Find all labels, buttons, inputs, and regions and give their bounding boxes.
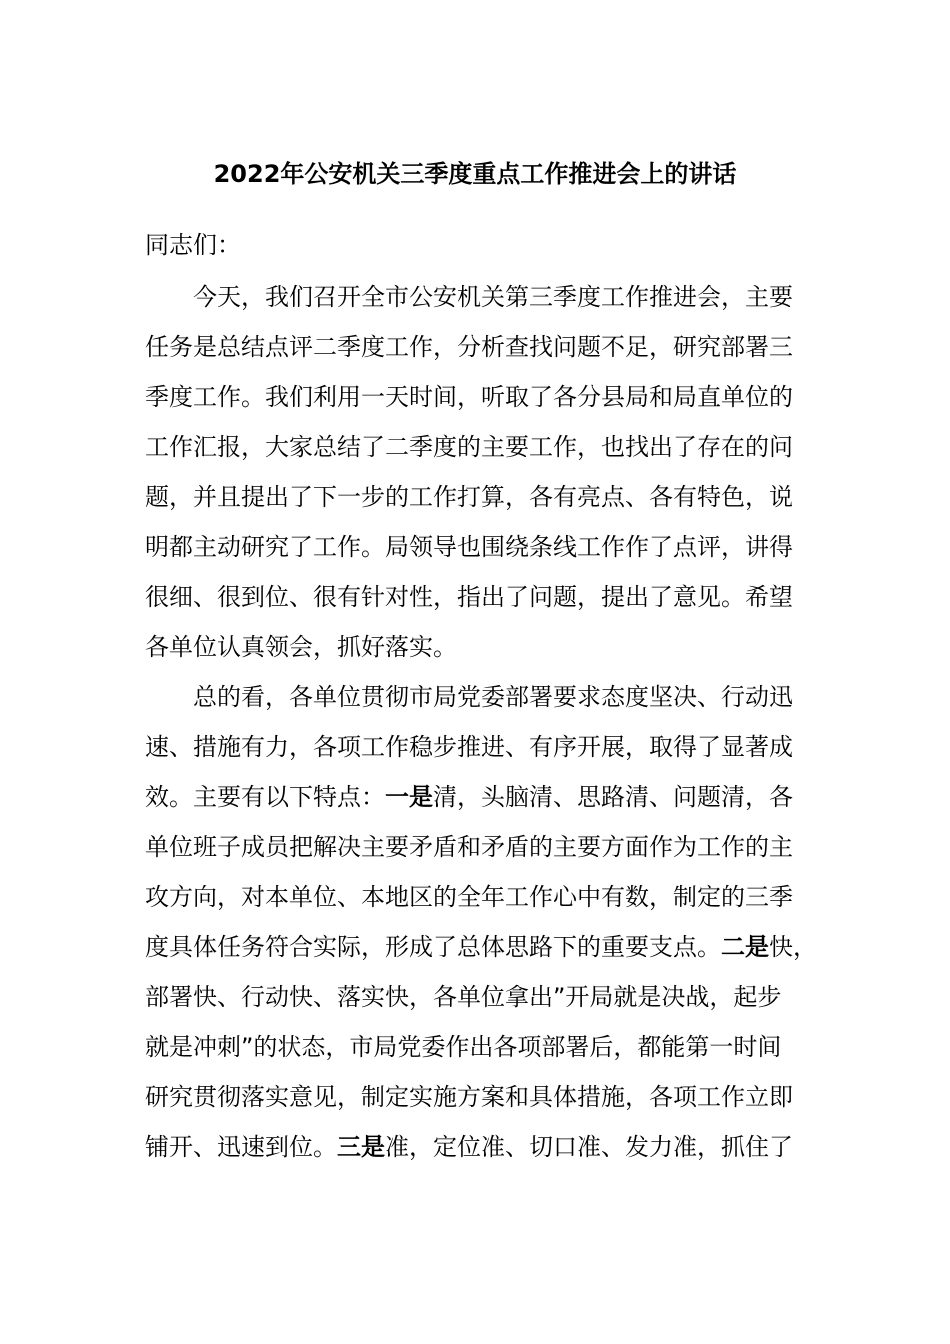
text-segment: 今天，我们召开全市公安机关第三季度工作推进会，主要	[193, 283, 793, 311]
text-segment: 总的看，各单位贯彻市局党委部署要求态度坚决、行动迅	[193, 683, 793, 711]
paragraph-line	[145, 622, 950, 672]
text-segment: 攻方向，对本单位、本地区的全年工作心中有数，制定的三季	[145, 883, 793, 911]
paragraph-line	[145, 822, 950, 872]
text-segment: 效。主要有以下特点：	[145, 783, 385, 811]
text-segment: 工作汇报，大家总结了二季度的主要工作，也找出了存在的问	[145, 433, 793, 461]
paragraph-line	[145, 322, 950, 372]
paragraph-line	[145, 1122, 950, 1172]
paragraph-line	[145, 472, 950, 522]
paragraph-line	[145, 872, 950, 922]
text-segment: 就是冲刺”的状态，市局党委作出各项部署后，都能第一时间	[145, 1033, 782, 1061]
bold-marker: 三是	[337, 1133, 385, 1161]
paragraph-line	[145, 672, 950, 722]
text-segment: 很细、很到位、很有针对性，指出了问题，提出了意见。希望	[145, 583, 793, 611]
paragraph-line	[145, 272, 950, 322]
text-segment: 清，头脑清、思路清、问题清，各	[433, 783, 793, 811]
paragraph-line	[145, 422, 950, 472]
text-segment: 速、措施有力，各项工作稳步推进、有序开展，取得了显著成	[145, 733, 793, 761]
text-segment: 明都主动研究了工作。局领导也围绕条线工作作了点评，讲得	[145, 533, 793, 561]
greeting: 同志们：	[145, 231, 241, 259]
bold-marker: 二是	[721, 933, 769, 961]
text-segment: 季度工作。我们利用一天时间，听取了各分县局和局直单位的	[145, 383, 793, 411]
paragraph-line	[145, 972, 950, 1022]
text-segment: 题，并且提出了下一步的工作打算，各有亮点、各有特色，说	[145, 483, 793, 511]
text-segment: 任务是总结点评二季度工作，分析查找问题不足，研究部署三	[145, 333, 793, 361]
bold-marker: 一是	[385, 783, 433, 811]
text-segment: 部署快、行动快、落实快，各单位拿出”开局就是决战，起步	[145, 983, 782, 1011]
paragraph-line	[145, 572, 950, 622]
paragraph-line	[145, 722, 950, 772]
paragraph-line	[145, 922, 950, 972]
text-segment: 准，定位准、切口准、发力准，抓住了	[385, 1133, 793, 1161]
document-title: 2022年公安机关三季度重点工作推进会上的讲话	[213, 160, 737, 188]
text-segment: 度具体任务符合实际，形成了总体思路下的重要支点。	[145, 933, 721, 961]
paragraph-line	[145, 372, 950, 422]
paragraph-line	[145, 1072, 950, 1122]
text-segment: 研究贯彻落实意见，制定实施方案和具体措施，各项工作立即	[145, 1083, 793, 1111]
paragraph-line	[145, 1022, 950, 1072]
text-segment: 单位班子成员把解决主要矛盾和矛盾的主要方面作为工作的主	[145, 833, 793, 861]
paragraph-line	[145, 772, 950, 822]
text-segment: 各单位认真领会，抓好落实。	[145, 633, 457, 661]
paragraph-line	[145, 522, 950, 572]
text-segment: 铺开、迅速到位。	[145, 1133, 337, 1161]
text-segment: 快，	[769, 933, 817, 961]
